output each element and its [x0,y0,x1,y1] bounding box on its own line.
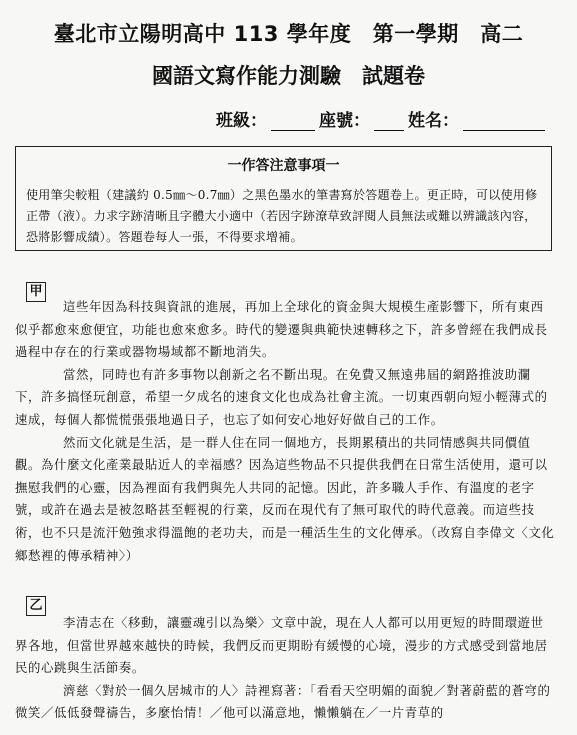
passage-b [15,612,555,725]
passage-a-paragraph-3: 然而文化就是生活，是一群人住在同一個地方，長期累積出的共同情感與共同價值觀。為什麼文化產業最貼近人的幸福感？因為這些物品不只提供我們在日常生活使用，還可以撫慰我們的心靈，因為裡面有我們與先人共同的記憶。因此，許多職人手作、有溫度的老字號，或許在過去是被忽略甚至輕視的行業，反而在現代有了無可取代的時代意義。而這些技術，也不只是流汗勉強求得溫飽的老功夫，而是一種活生生的文化傳承。（改寫自李偉文〈文化鄉愁裡的傳承精神〉） [15,434,555,563]
instructions-body: 使用筆尖較粗（建議約 0.5㎜～0.7㎜）之黑色墨水的筆書寫於答題卷上。更正時，可以使用修正帶（液）。力求字跡清晰且字體大小適中（若因字跡潦草致評閱人員無法或難以辨識該內容，恐將影響成績）。答題卷每人一張，不得要求增補。 [26,188,538,244]
name-label: 姓名： [408,111,459,131]
name-blank [463,112,545,131]
seat-label: 座號： [319,111,370,131]
exam-title-line1: 臺北市立陽明高中 113 學年度 第一學期 高二 [53,22,524,46]
passage-a-label: 甲 [26,282,46,302]
passage-b-label: 乙 [26,596,46,616]
class-label: 班級： [216,111,267,131]
passage-a [15,296,555,567]
exam-title-line2: 國語文寫作能力測驗 試題卷 [152,64,425,88]
passage-a-paragraph-2: 當然，同時也有許多事物以創新之名不斷出現。在免費又無遠弗屆的網路推波助瀾下，許多搞怪玩創意，希望一夕成名的速食文化也成為社會主流。一切東西朝向短小輕薄式的速成，每個人都慌慌張張地過日子，也忘了如何安心地好好做自己的工作。 [15,366,548,427]
seat-blank [374,112,404,131]
passage-b-paragraph-1: 李清志在〈移動，讓靈魂引以為樂〉文章中說，現在人人都可以用更短的時間環遊世界各地，但當世界越來越快的時候，我們反而更期盼有緩慢的心境，漫步的方式感受到當地居民的心跳與生活節奏。 [15,615,548,676]
instructions-box [15,146,552,251]
passage-a-paragraph-1: 這些年因為科技與資訊的進展，再加上全球化的資金與大規模生產影響下，所有東西似乎都愈來愈便宜，功能也愈來愈多。時代的變遷與典範快速轉移之下，許多曾經在我們成長過程中存在的行業或器物場域都不斷地消失。 [15,299,548,360]
class-blank [271,112,315,131]
student-info-row [216,106,549,131]
passage-b-paragraph-2: 濟慈〈對於一個久居城市的人〉詩裡寫著：「看看天空明媚的面貌／對著蔚藍的蒼穹的微笑／低低發聲禱告，多麼怡情！／他可以滿意地，懶懶躺在／一片青草的 [15,682,551,721]
instructions-title: 一作答注意事項一 [227,158,340,174]
